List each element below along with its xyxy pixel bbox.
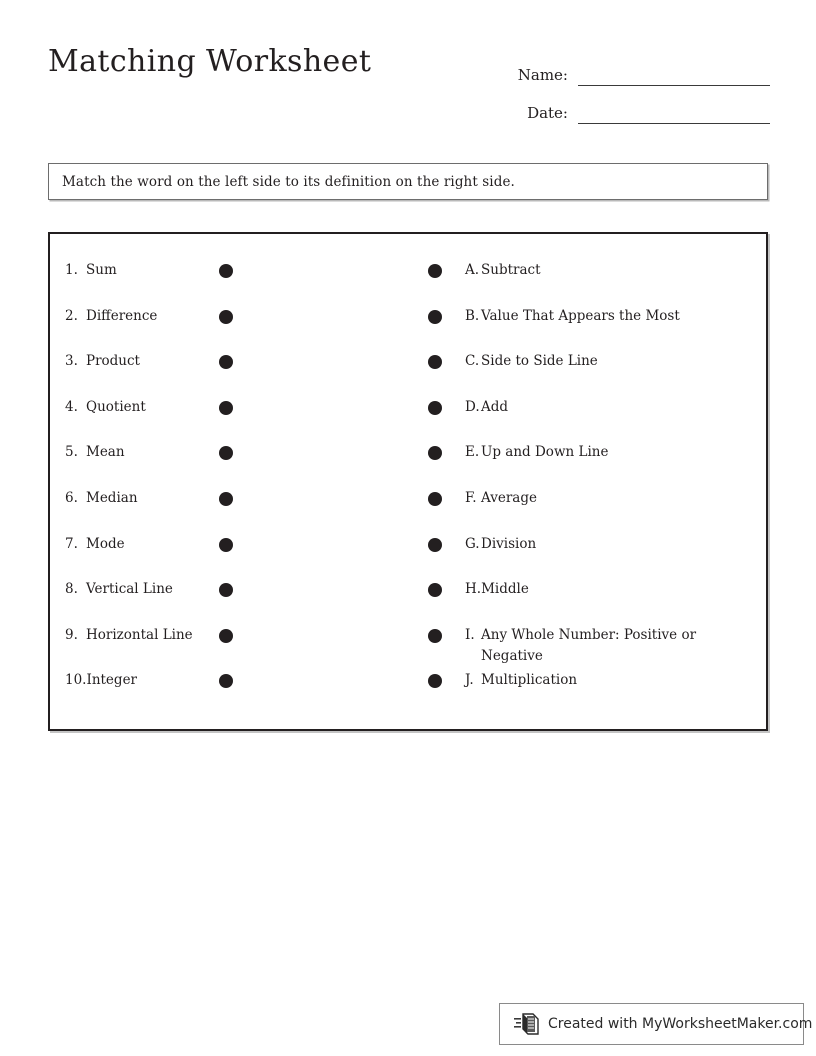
right-match-marker: J.: [465, 672, 474, 689]
name-date-fields: [470, 48, 770, 124]
left-match-text: Integer: [86, 672, 138, 689]
right-match-label: [465, 625, 735, 667]
left-match-label: [65, 306, 210, 327]
right-match-text: Value That Appears the Most: [481, 307, 680, 324]
right-match-row: [425, 482, 755, 528]
left-match-row: [65, 528, 425, 574]
date-field-label: Date:: [527, 104, 568, 122]
footer-credit-badge[interactable]: [499, 1003, 813, 1045]
right-match-row: [425, 528, 755, 574]
left-match-row: [65, 482, 425, 528]
right-match-text: Up and Down Line: [481, 444, 609, 461]
right-match-row: [425, 436, 755, 482]
left-match-dot[interactable]: [219, 355, 233, 369]
name-input-line[interactable]: [578, 65, 770, 86]
right-match-label: [465, 442, 735, 463]
right-match-row: [425, 664, 755, 710]
right-match-dot[interactable]: [428, 446, 442, 460]
left-match-marker: 8.: [65, 581, 78, 598]
right-match-text: Subtract: [481, 262, 541, 278]
right-match-marker: C.: [465, 353, 480, 370]
left-match-dot[interactable]: [219, 310, 233, 324]
left-match-marker: 5.: [65, 444, 78, 461]
right-match-dot[interactable]: [428, 492, 442, 506]
left-match-marker: 9.: [65, 626, 78, 643]
right-match-row: [425, 300, 755, 346]
left-match-row: [65, 391, 425, 437]
right-match-dot[interactable]: [428, 355, 442, 369]
left-match-text: Mean: [86, 444, 125, 461]
right-match-text: Middle: [481, 581, 529, 598]
right-match-dot[interactable]: [428, 538, 442, 552]
right-match-label: [465, 579, 735, 600]
worksheet-header: [0, 0, 816, 130]
left-match-marker: 3.: [65, 353, 78, 370]
left-match-marker: 6.: [65, 489, 78, 506]
left-match-marker: 7.: [65, 535, 78, 552]
left-match-label: [65, 534, 210, 555]
left-match-marker: 4.: [65, 398, 78, 415]
left-match-label: [65, 442, 210, 463]
left-match-text: Median: [86, 489, 138, 506]
right-match-label: [465, 351, 735, 372]
left-match-text: Vertical Line: [86, 581, 173, 598]
left-match-dot[interactable]: [219, 538, 233, 552]
left-match-dot[interactable]: [219, 401, 233, 415]
right-match-label: [465, 670, 735, 691]
right-match-marker: F.: [465, 489, 477, 506]
left-match-dot[interactable]: [219, 446, 233, 460]
right-match-dot[interactable]: [428, 264, 442, 278]
name-field-row: [470, 48, 770, 86]
right-match-dot[interactable]: [428, 401, 442, 415]
right-match-marker: E.: [465, 444, 480, 461]
right-match-row: [425, 254, 755, 300]
left-match-row: [65, 619, 425, 665]
worksheet-maker-logo-icon: [514, 1013, 540, 1035]
right-match-marker: D.: [465, 398, 480, 415]
left-match-text: Horizontal Line: [86, 626, 193, 643]
right-match-row: [425, 619, 755, 665]
right-match-text: Any Whole Number: Positive or Negative: [481, 626, 697, 664]
right-match-label: [465, 534, 735, 555]
right-match-dot[interactable]: [428, 310, 442, 324]
left-match-dot[interactable]: [219, 583, 233, 597]
right-match-dot[interactable]: [428, 629, 442, 643]
left-match-label: [65, 397, 210, 418]
left-match-dot[interactable]: [219, 264, 233, 278]
right-match-marker: H.: [465, 581, 482, 598]
right-match-text: Add: [481, 398, 509, 415]
left-match-text: Sum: [86, 262, 117, 278]
right-match-text: Average: [481, 489, 537, 506]
right-match-marker: B.: [465, 307, 480, 324]
right-match-label: [465, 260, 735, 281]
right-match-text: Side to Side Line: [481, 353, 598, 370]
matching-exercise-box: [48, 232, 768, 731]
right-match-label: [465, 306, 735, 327]
left-match-label: [65, 260, 210, 281]
right-match-text: Division: [481, 535, 537, 552]
right-match-row: [425, 573, 755, 619]
instruction-box: [48, 163, 768, 200]
footer-credit-text: Created with MyWorksheetMaker.com: [548, 1016, 813, 1032]
left-match-row: [65, 664, 425, 710]
left-match-text: Quotient: [86, 398, 146, 415]
instruction-text: Match the word on the left side to its definition on the right side.: [62, 173, 515, 190]
left-match-label: [65, 488, 210, 509]
left-match-row: [65, 345, 425, 391]
left-match-label: [65, 579, 210, 600]
left-match-marker: 2.: [65, 307, 78, 324]
left-match-label: [65, 625, 210, 646]
right-match-dot[interactable]: [428, 674, 442, 688]
left-match-dot[interactable]: [219, 492, 233, 506]
left-column: [65, 254, 425, 710]
right-match-label: [465, 397, 735, 418]
left-match-text: Mode: [86, 535, 125, 552]
right-match-marker: A.: [465, 262, 480, 278]
left-match-row: [65, 436, 425, 482]
date-field-row: [470, 86, 770, 124]
left-match-row: [65, 254, 425, 300]
left-match-label: [65, 351, 210, 372]
left-match-row: [65, 573, 425, 619]
right-match-marker: G.: [465, 535, 480, 552]
left-match-marker: 1.: [65, 262, 78, 278]
left-match-row: [65, 300, 425, 346]
right-match-text: Multiplication: [481, 672, 578, 689]
right-match-dot[interactable]: [428, 583, 442, 597]
right-match-marker: I.: [465, 626, 475, 643]
left-match-dot[interactable]: [219, 629, 233, 643]
name-field-label: Name:: [517, 66, 568, 84]
left-match-label: [65, 670, 210, 691]
right-match-row: [425, 345, 755, 391]
left-match-dot[interactable]: [219, 674, 233, 688]
left-match-marker: 10.: [65, 672, 87, 689]
left-match-text: Product: [86, 353, 140, 370]
left-match-text: Difference: [86, 307, 158, 324]
date-input-line[interactable]: [578, 103, 770, 124]
page-title: Matching Worksheet: [48, 44, 372, 79]
right-match-row: [425, 391, 755, 437]
right-match-label: [465, 488, 735, 509]
right-column: [425, 254, 755, 710]
